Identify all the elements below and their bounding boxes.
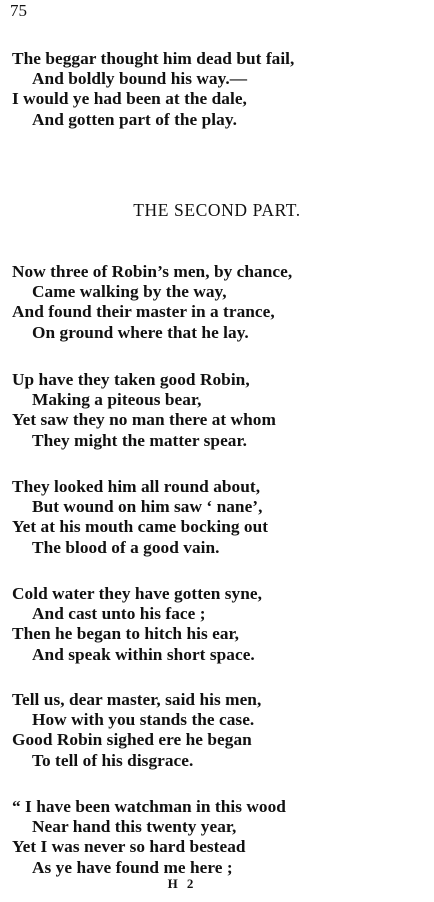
verse-line: Tell us, dear master, said his men, — [12, 690, 262, 709]
verse-line: But wound on him saw ‘ nane’, — [32, 497, 263, 517]
verse-line: Good Robin sighed ere he began — [12, 730, 252, 750]
verse-line: To tell of his disgrace. — [32, 750, 194, 770]
verse-line: They looked him all round about, — [12, 477, 261, 496]
verse-line: I would ye had been at the dale, — [12, 89, 247, 109]
verse-line: Then he began to hitch his ear, — [12, 624, 240, 644]
verse-line: Making a piteous bear, — [32, 390, 202, 410]
verse-line: They might the matter spear. — [32, 430, 247, 450]
verse-line: And gotten part of the play. — [32, 109, 237, 129]
stanza — [12, 262, 427, 343]
verse-line: On ground where that he lay. — [32, 322, 249, 342]
stanza — [12, 370, 427, 451]
stanza — [12, 690, 427, 771]
verse-line: And boldly bound his way.— — [32, 69, 248, 89]
stanza — [12, 797, 427, 878]
stanza — [12, 49, 427, 130]
verse-line: The blood of a good vain. — [32, 537, 220, 557]
verse-line: And cast unto his face ; — [32, 604, 206, 624]
verse-line: As ye have found me here ; — [32, 857, 233, 877]
verse-line: Came walking by the way, — [32, 282, 227, 302]
verse-line: “ I have been watchman in this wood — [12, 797, 286, 816]
verse-line: How with you stands the case. — [32, 710, 255, 730]
verse-line: Now three of Robin’s men, by chance, — [12, 262, 293, 281]
verse-line: Near hand this twenty year, — [32, 817, 237, 837]
stanza — [12, 584, 427, 665]
stanza — [12, 477, 427, 558]
verse-line: Cold water they have gotten syne, — [12, 584, 262, 603]
verse-line: Yet saw they no man there at whom — [12, 410, 276, 430]
verse-line: Yet I was never so hard bestead — [12, 837, 246, 857]
verse-line: Up have they taken good Robin, — [12, 370, 250, 389]
verse-line: The beggar thought him dead but fail, — [12, 49, 295, 68]
page-number: 75 — [10, 1, 27, 20]
section-heading: THE SECOND PART. — [133, 200, 301, 220]
verse-line: Yet at his mouth came bocking out — [12, 517, 269, 537]
verse-line: And speak within short space. — [32, 644, 255, 664]
verse-line: And found their master in a trance, — [12, 302, 275, 322]
signature-mark: H 2 — [167, 876, 197, 891]
